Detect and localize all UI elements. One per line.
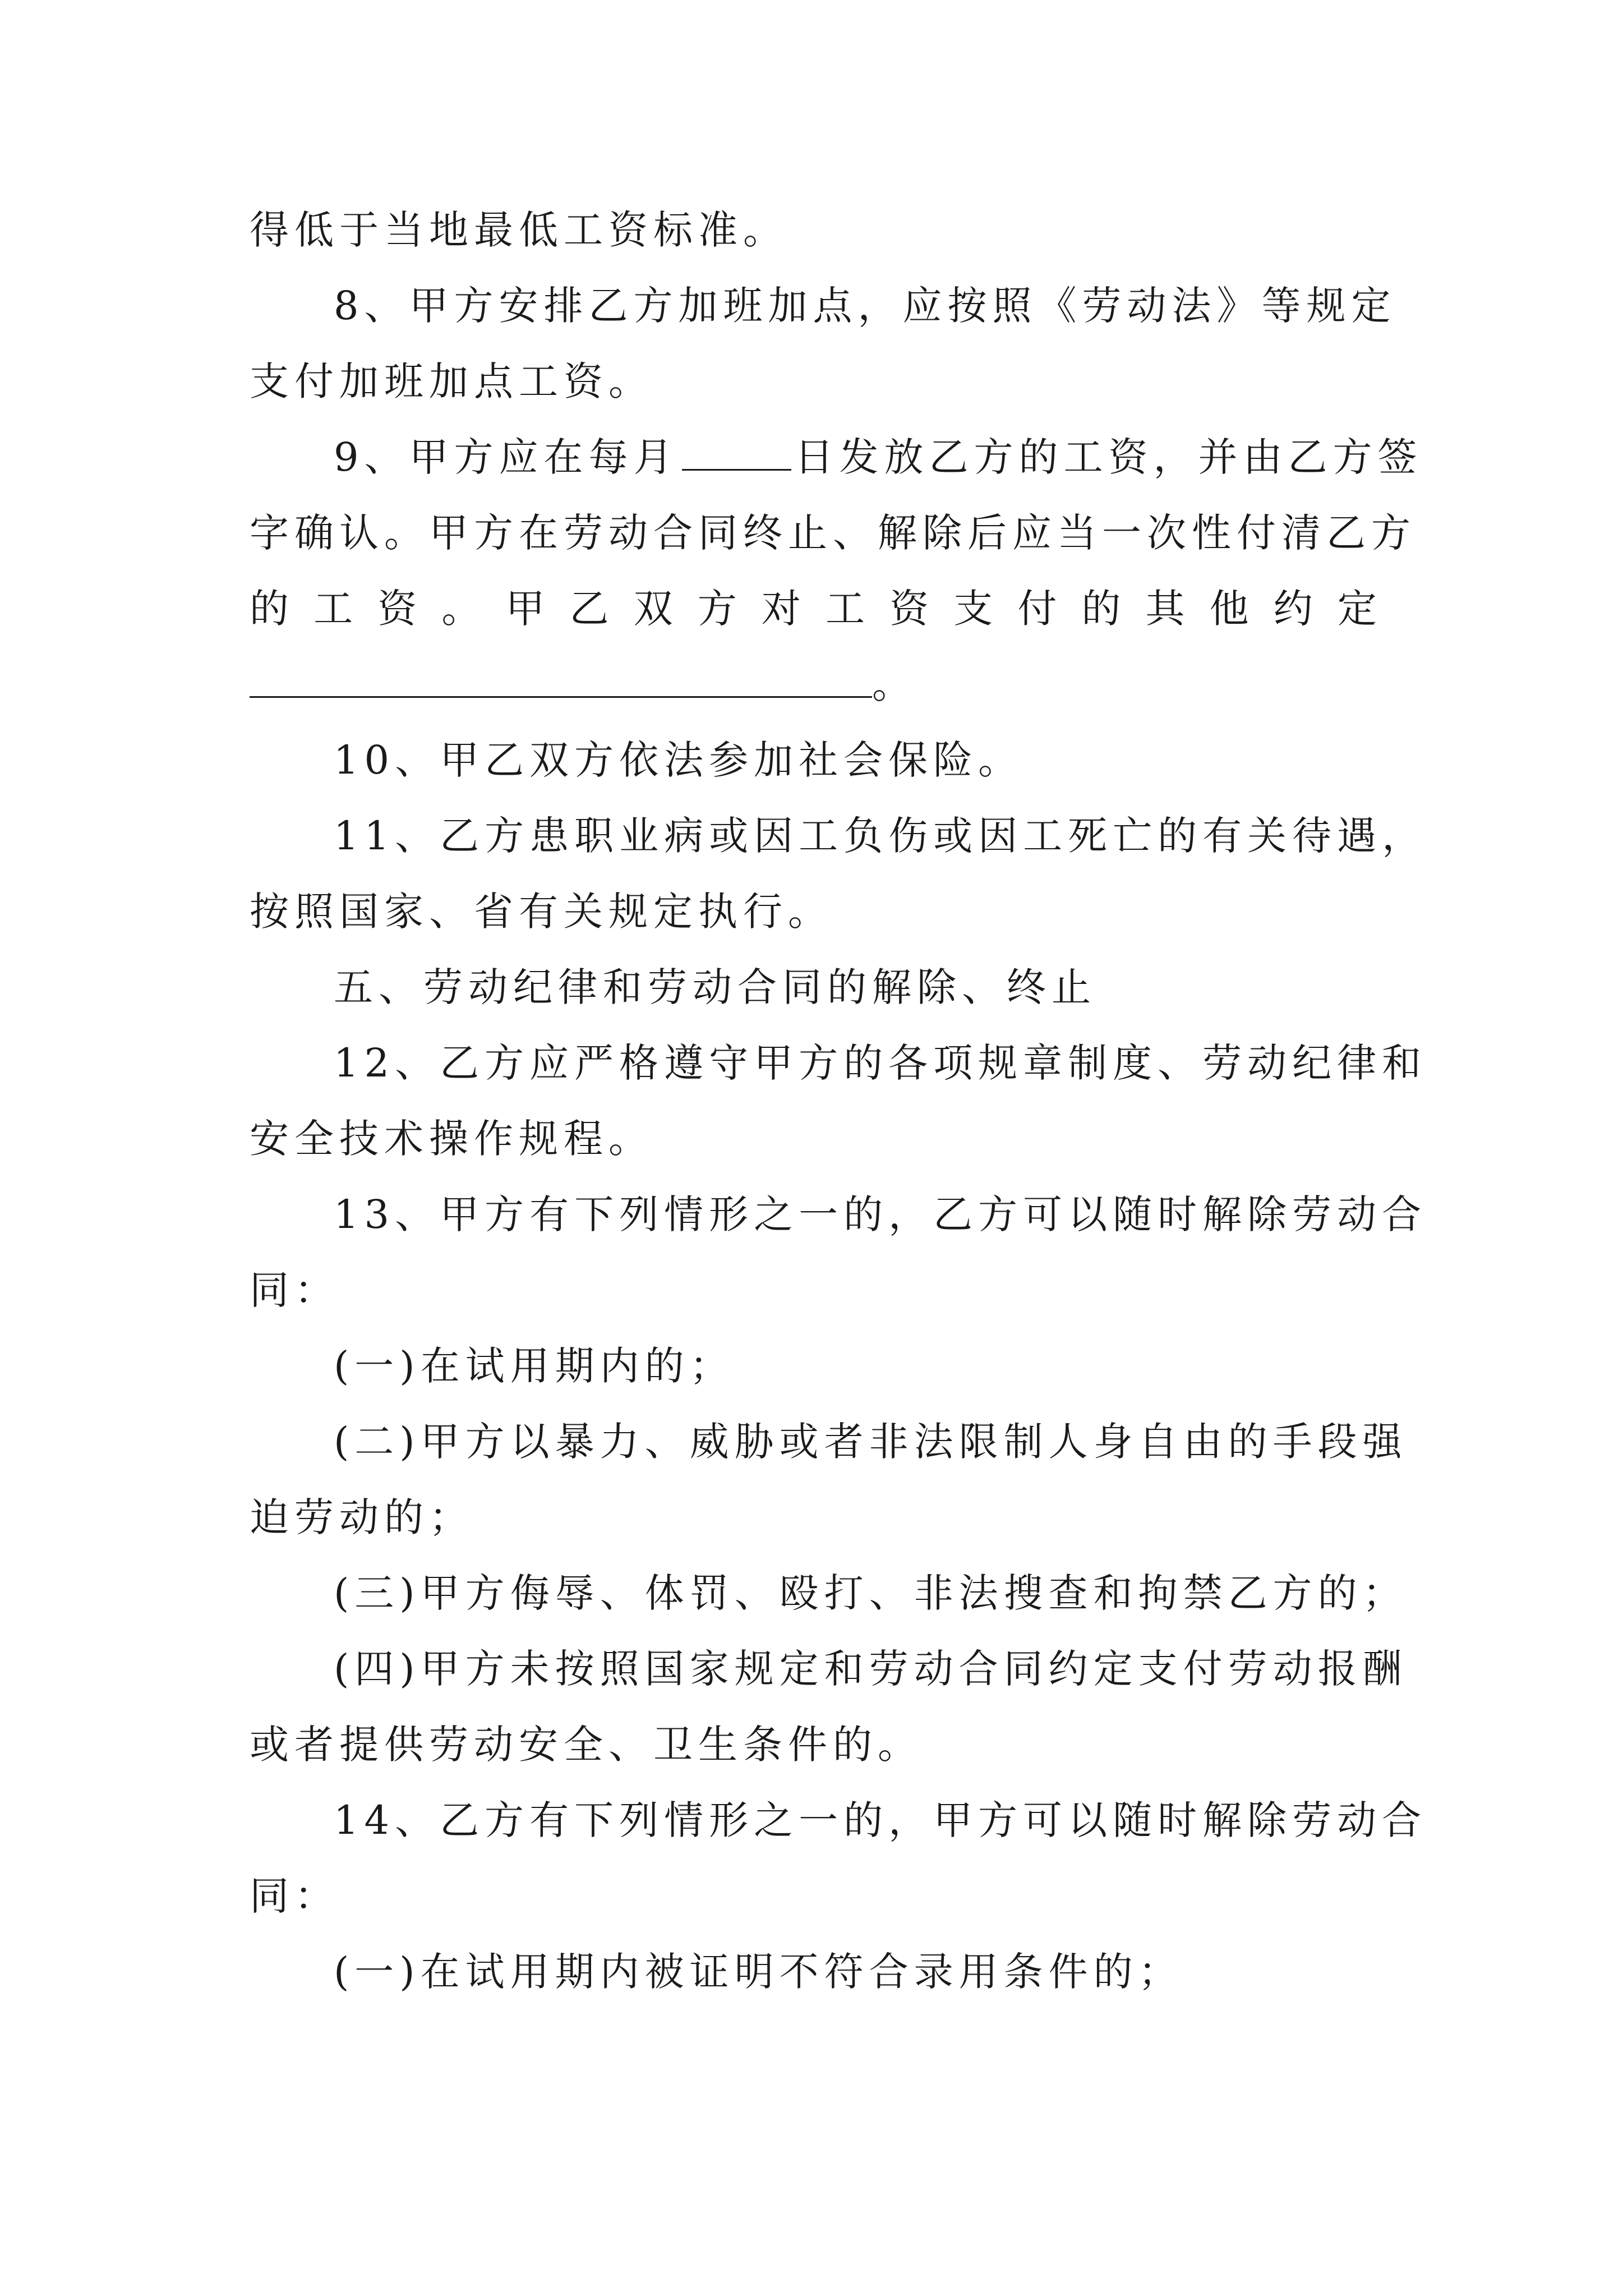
clause-13: 13、甲方有下列情形之一的，乙方可以随时解除劳动合 [334, 1191, 1427, 1237]
section-heading-5: 五、劳动纪律和劳动合同的解除、终止 [334, 964, 1096, 1010]
char: 工 [825, 586, 865, 632]
clause-9 [334, 429, 1423, 485]
text-line: 迫劳动的； [250, 1494, 474, 1540]
char: 资 [889, 586, 929, 632]
text-line: 支付加班加点工资。 [250, 358, 653, 404]
char: 约 [1273, 586, 1313, 632]
char: 其 [1145, 586, 1185, 632]
list-item: (一)在试用期内的； [334, 1343, 735, 1389]
char: 的 [250, 586, 289, 632]
text-line: 安全技术操作规程。 [250, 1116, 653, 1162]
other-agreement-blank [250, 657, 872, 698]
char: 方 [697, 586, 737, 632]
clause-14: 14、乙方有下列情形之一的，甲方可以随时解除劳动合 [334, 1797, 1427, 1843]
clause-9-text-b: 日发放乙方的工资，并由乙方签 [794, 434, 1423, 480]
char: 工 [313, 586, 353, 632]
char: 的 [1081, 586, 1121, 632]
list-item: (二)甲方以暴力、威胁或者非法限制人身自由的手段强 [334, 1419, 1408, 1465]
text-line: 同： [250, 1873, 339, 1919]
list-item: (一)在试用期内被证明不符合录用条件的； [334, 1949, 1183, 1995]
char: 付 [1017, 586, 1057, 632]
text-line: 同： [250, 1267, 339, 1313]
clause-11: 11、乙方患职业病或因工负伤或因工死亡的有关待遇， [334, 813, 1427, 859]
char: 甲 [505, 586, 545, 632]
clause-8: 8、甲方安排乙方加班加点，应按照《劳动法》等规定 [334, 283, 1396, 329]
list-item: (四)甲方未按照国家规定和劳动合同约定支付劳动报酬 [334, 1646, 1408, 1692]
text-line: 或者提供劳动安全、卫生条件的。 [250, 1722, 923, 1768]
text-line: 按照国家、省有关规定执行。 [250, 889, 833, 935]
clause-9-text-a: 9、甲方应在每月 [334, 434, 679, 480]
char: 对 [761, 586, 801, 632]
pay-day-blank [682, 430, 791, 471]
char: 支 [953, 586, 993, 632]
char: 乙 [569, 586, 609, 632]
justified-line [250, 581, 1377, 637]
period: 。 [872, 661, 917, 707]
text-line: 字确认。甲方在劳动合同终止、解除后应当一次性付清乙方 [250, 510, 1416, 556]
char: 双 [633, 586, 673, 632]
clause-12: 12、乙方应严格遵守甲方的各项规章制度、劳动纪律和 [334, 1040, 1427, 1086]
char: 他 [1209, 586, 1249, 632]
text-line: 得低于当地最低工资标准。 [250, 207, 788, 253]
char: 。 [441, 586, 481, 632]
char: 定 [1337, 586, 1377, 632]
other-agreement-line [250, 656, 917, 712]
char: 资 [377, 586, 417, 632]
clause-10: 10、甲乙双方依法参加社会保险。 [334, 737, 1023, 783]
list-item: (三)甲方侮辱、体罚、殴打、非法搜查和拘禁乙方的； [334, 1570, 1408, 1616]
